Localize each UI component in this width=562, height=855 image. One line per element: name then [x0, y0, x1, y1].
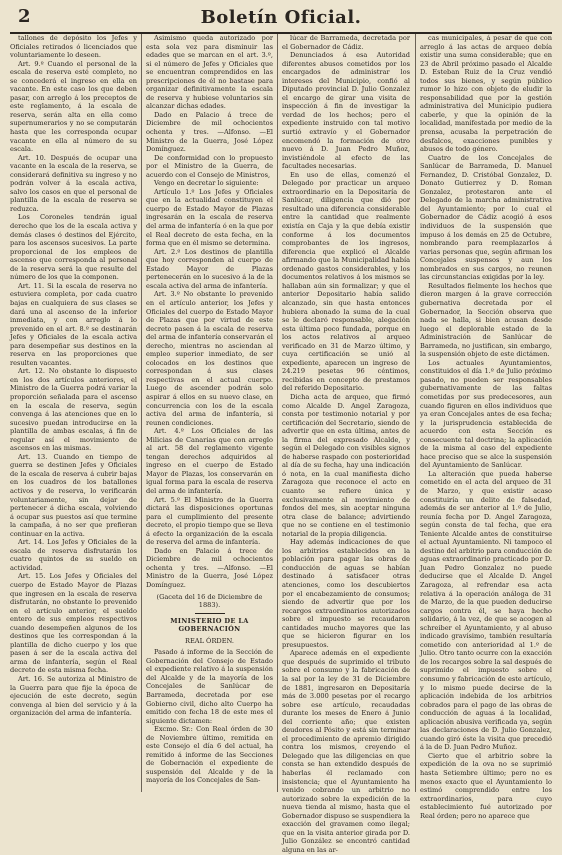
paragraph: Art. 16. Se autoriza al Ministro de la Guerra para que fije la época de ejecución de este decreto, según convenga al bien del servicio y á la organización del arma de infantería.	[10, 675, 137, 718]
column-2	[146, 34, 273, 792]
paragraph: Cuatro de los Concejales de Sanlúcar de Barrameda, D. Manuel Fernandez, D. Cristóbal Gonzalez, D. Donato Gutierrez y D. Roman Gonzalez, protestaron ante el Delegado de la marcha administrativa del Ayuntamiento; por lo cual el Gobernador de Cádiz acogió á esos individuos de la suspensión que impuso á los demás en 25 de Octubre, nombrando para reemplazarlos á varias personas que, según afirman los Concejales suspensos y aun los nombrados en sus cargos, no reunen las circunstancias exigidas por la ley.	[420, 153, 552, 282]
column-divider	[415, 34, 416, 792]
royal-order-heading: REAL ÓRDEN.	[185, 636, 234, 645]
paragraph: Art. 2.º Los destinos de plantilla que hoy corresponden al cuerpo de Estado Mayor de Plazas pertenecerán en lo sucesivo á la de la escala activa del arma de infantería.	[146, 247, 273, 290]
paragraph: Art. 14. Los Jefes y Oficiales de la escala de reserva disfrutarán los cuatro quintos de su sueldo en actividad.	[10, 538, 137, 572]
paragraph: Artículo 1.º Los Jefes y Oficiales que en la actualidad constituyen el cuerpo de Estado Mayor de Plazas ingresarán en la escala de reserva del arma de infantería ó en la que por el Real decreto de esta fecha, en la forma que en él mismo se determina.	[146, 187, 273, 248]
page-title: Boletín Oficial.	[200, 7, 362, 28]
paragraph: tallones de depósito los Jefes y Oficiales retirados ó licenciados que voluntariamente lo deseen.	[10, 34, 137, 60]
paragraph: Art. 11. Si la escala de reserva no estuviera completa, por cada cuatro bajas en cualquiera de sus clases se dará una al ascenso de la inferior inmediata, y con arreglo á lo prevenido en el art. 8.º se destinarán Jefes y Oficiales de la escala activa para desempeñar sus destinos en la reserva en las proporciones que resulten vacantes.	[10, 281, 137, 367]
column-4	[420, 34, 552, 820]
paragraph: Pasado á informe de la Sección de Gobernación del Consejo de Estado el expediente relativo á la suspensión del Alcalde y de la mayoría de los Concejales de Sanlúcar de Barrameda, decretada por ese Gobierno civil, dicho alto Cuerpo ha emitido con fecha 18 de este mes el siguiente dictamen:	[146, 648, 273, 725]
paragraph: Art. 15. Los Jefes y Oficiales del cuerpo de Estado Mayor de Plazas que ingresen en la escala de reserva disfrutarán, no obstante lo prevenido en el artículo anterior, el sueldo entero de sus empleos respectivos cuando desempeñen algunos de los destinos que les correspondan á la plantilla de dicho cuerpo y los que pasen á ser de la escala activa del arma de infantería, según el Real decreto de esta misma fecha.	[10, 572, 137, 675]
paragraph: Art. 5.º El Ministro de la Guerra dictará las disposiciones oportunas para el cumplimiento del presente decreto, el propio tiempo que se lleva á efecto la organización de la escala de reserva del arma de infantería.	[146, 495, 273, 547]
ministry-heading: MINISTERIO DE LA GOBERNACIÓN	[170, 616, 249, 634]
signature-paragraph: Dado en Palacio á trece de Diciembre de mil ochocientos ochenta y tres. —Alfonso. —El Ministro de la Guerra, José López Domínguez.	[146, 110, 273, 154]
paragraph: Asimismo queda autorizado por esta sola vez para disminuir las edades que se marcan en el art. 3.º, si el número de Jefes y Oficiales que se encuentran comprendidos en las prescripciones de él no bastase para organizar definitivamente la escala de reserva y hubiese voluntarios sin alcanzar dichas edades.	[146, 34, 273, 111]
paragraph: En uso de ellas, comenzó el Delegado por practicar un arqueo extraordinario en la Depositaría de Sanlúcar, diligencia que dió por resultado una diferencia considerable entre la cantidad que realmente existía en Caja y la que debía existir conforme á los documentos comprobantes de los ingresos, diferencia que explicó el Alcalde afirmando que la Municipalidad había ordenado gastos considerables, y los documentos relativos á los mismos se hallaban aún sin formalizar; y que el anterior Depositario había salido alcanzado, sin que hasta entonces hubiera abonado la suma de la cual se le declaró responsable, alegación esta última poco fundada, porque en los actos relativos al arqueo verificado en 31 de Marzo último, y cuya certificación se unió al expediente, aparecen un ingreso de 24.219 pesetas 96 céntimos, recibidas en concepto de prestamos del referido Depositario.	[282, 170, 410, 393]
paragraph: Art. 10. Después de ocupar una vacante en la escala de la reserva, se considerará definitiva su ingreso y no podrán volver á la escala activa, salvo los casos en que el personal de plantilla de la escala de reserva se reduzca.	[10, 153, 137, 213]
section-divider	[195, 613, 225, 614]
paragraph: Resultados fielmente los hechos que dieron margen á la grave corrección gubernativa decretada por el Gobernador, la Sección observa que nada se halla, si bien acusan desde luego el deplorable estado de la Administración de Sanlúcar de Barrameda, no justifican, sin embargo, la suspensión objeto de este dictámen.	[420, 281, 552, 359]
paragraph: Hay además indicaciones de que los arbitrios establecidos en la población para pagar las obras de conducción de aguas se habían destinado á satisfacer otras atenciones, como los descubiertos por el encabezamiento de consumos; siendo de advertir que por los recargos extraordinarios autorizados sobre el impuesto se recaudaron cantidades mucho mayores que las que se hicieron figurar en los presupuestos.	[282, 538, 410, 649]
paragraph: Art. 4.º Los Oficiales de las Milicias de Canarias que con arreglo al art. 58 del reglamento vigente tengan derechos adquiridos al ingreso en el cuerpo de Estado Mayor de Plazas, los conservarán en igual forma para la escala de reserva del arma de infantería.	[146, 427, 273, 495]
paragraph: Denunciados á esa Autoridad diferentes abusos cometidos por los encargados de administrar los intereses del Municipio, confió al Diputado provincial D. Julio Gonzalez el encargo de girar una visita de inspección á fin de investigar la verdad de los hechos; pero el expediente instruido con tal motivo surtió extravío y el Gobernador encomendó la formación de otro nuevo á D. Juan Pedro Muñoz, invistiéndole al efecto de las facultades necesarias.	[282, 51, 410, 171]
gazette-citation: (Gaceta del 16 de Diciembre de 1883).	[156, 592, 263, 610]
column-3	[282, 34, 410, 854]
column-divider	[277, 34, 278, 792]
paragraph: Los actuales Ayuntamientos, constituidos el día 1.º de Julio próximo pasado, no pueden ser responsables gubernativamente de las faltas cometidas por sus predecesores, aun cuando figuren en ellos individuos que ya eran Concejales antes de esa fecha; y la jurisprudencia establecida de acuerdo con esta Sección es consecuente tal doctrina; la aplicación de la misma al caso del expediente hace preciso que se alce la suspensión del Ayuntamiento de Sanlúcar.	[420, 358, 552, 470]
paragraph: cas municipales, á pesar de que con arreglo á las actas de arqueo debía existir una suma considerable; que en 23 de Abril próximo pasado el Alcalde D. Esteban Ruiz de la Cruz vendió todos sus bienes, y según público rumor lo hizo con objeto de eludir la responsabilidad que por la gestión administrativa del Municipio pudiera caberle, y que la opinión de la localidad, manifestada por medio de la prensa, acusaba la perpetración de desfalcos, exacciones punibles y abusos de todo género.	[420, 34, 552, 154]
article-columns	[10, 34, 552, 854]
paragraph: Los Coroneles tendrán igual derecho que los de la escala activa y demás clases ó destinos del Ejército, para los ascensos sucesivos. La parte proporcional de los empleos de ascenso que corresponda al personal de la reserva será la que resulte del número de los que la componen.	[10, 213, 137, 282]
column-1	[10, 34, 137, 792]
paragraph: Art. 12. No obstante lo dispuesto en los dos artículos anteriores, el Ministro de la Guerra podrá variar la proporción señalada para el ascenso en la escala de reserva, según convenga á las atenciones que en lo sucesivo puedan introducirse en la plantilla de ambas escalas, á fin de regular así el movimiento de ascensos en las mismas.	[10, 367, 137, 453]
column-divider	[141, 34, 142, 792]
paragraph: Excmo. Sr.: Con Real órden de 30 de Noviembre último, remitida en este Consejo el día 6 del actual, ha remitido á informe de las Secciones de Gobernación el expediente de suspensión del Alcalde y de la mayoría de los Concejales de San-	[146, 725, 273, 785]
paragraph: Art. 9.º Cuando el personal de la escala de reserva esté completo, no se concederá el ingreso en ella en vacante. En este caso los que deben pasar, con arreglo á los preceptos de este reglamento, á la escala de reserva, serán alta en ella como supernumerarios y no se computarán hasta que les corresponda ocupar vacante en ella al número de su escala.	[10, 59, 137, 154]
paragraph: Dicha acta de arqueo, que firmó como Alcalde D. Angel Zaragoza, consta por testimonio notarial y por certificación del Secretario, siendo de advertir que en esta última, antes de la firma del expresado Alcalde, y según el Delegado con visibles signos de haberse raspado con posterioridad al día de su fecha, hay una indicación ó nota, en la cual manifiesta dicho Zaragoza que reconoce el acto en cuanto se refiere única y exclusivamente al movimiento de fondos del mes, sin aceptar ninguna otra clase de balance; advirtiendo que no se contiene en el testimonio notarial de la propia diligencia.	[282, 392, 410, 538]
paragraph: Art. 13. Cuando en tiempo de guerra se destinen Jefes y Oficiales de la escala de reserva á cubrir bajas en los cuadros de los batallones activos y de reserva, lo verificarán voluntariamente, sin dejar de pertenecer á dicha escala, volviendo á ocupar sus puestos así que termine la campaña, á no ser que prefieran continuar en la activa.	[10, 452, 137, 538]
page-header	[10, 6, 552, 34]
page-number: 2	[18, 6, 31, 27]
paragraph: Cierto que el arbitrio sobre la expedición de la ova no se suprimió hasta Setiembre último; pero no es menos exacto que el Ayuntamiento lo estimó comprendido entre los extraordinarios, para cuyo establecimiento fué autorizado por Real órden; pero no aparece que	[420, 751, 552, 820]
paragraph: lúcar de Barrameda, decretada por el Gobernador de Cádiz.	[282, 34, 410, 51]
signature-paragraph: Dado en Palacio á trece de Diciembre de mil ochocientos ochenta y tres. —Alfonso. —El Ministro de la Guerra, José López Domínguez.	[146, 546, 273, 589]
paragraph: Vengo en decretar lo siguiente:	[154, 179, 259, 188]
paragraph: De conformidad con lo propuesto por el Ministro de la Guerra, de acuerdo con el Consejo de Ministros,	[146, 153, 273, 179]
paragraph: Art. 3.º No obstante lo prevenido en el artículo anterior, los Jefes y Oficiales del cuerpo de Estado Mayor de Plazas que por virtud de este decreto pasen á la escala de reserva del arma de infantería conservarán el derecho, mientras no asciendan al empleo superior inmediato, de ser colocados en los destinos que correspondan á sus clases respectivas en el actual cuerpo. Luego de ascender podrán solo aspirar á ellos en su nuevo clase, en concurrencia con los de la escala activa del arma de infantería, si reunen condiciones.	[146, 290, 273, 427]
paragraph: Aparece además en el expediente que después de suprimido el tributo sobre el consumo y la fabricación de la sal por la ley de 31 de Diciembre de 1881, ingresaron en Depositaría más de 3.000 pesetas por el recargo sobre ese artículo, recaudadas durante los meses de Enero á Junio del corriente año; que existen deudores al Pósito y está sin terminar el procedimiento de apremio dirigido contra los mismos, creyendo el Delegado que las diligencias en que consta se han extendido después de haberlas él reclamado con insistencia; que el Ayuntamiento ha venido cobrando un arbitrio no autorizado sobre la expedición de la nueva tienda al mismo, hasta que el Gobernador dispuso se suspendiera la exacción del gravamen como ilegal; que en la visita anterior girada por D. Julio González se encontró cantidad alguna en las ar-	[282, 649, 410, 854]
paragraph: La alteración que pueda haberse cometido en el acta del arqueo de 31 de Marzo, y que existir acaso constituiría un delito de falsedad, además de ser anterior al 1.º de Julio, reunía fecha por D. Angel Zaragoza, según consta de tal fecha, que era Teniente Alcalde antes de constituirse el actual Ayuntamiento. Ni tampoco el destino del arbitrio para conducción de aguas extraordinario practicado por D. Juan Pedro Gonzalez no puede deducirse que el Alcalde D. Angel Zaragoza, al refrendar esa acta relativa á la operación análoga de 31 de Marzo, de la que pueden deducirse cargos contra él, se haya hecho solidario, á la vez, de que se acogen al schreiber el Ayuntamiento, y al abuso indicado gravísimo, también resultaría cometido con anterioridad al 1.º de Julio. Otro tanto ocurre con la exacción de los recargos sobre la sal después de suprimido el impuesto sobre el consumo y fabricación de este artículo, y lo mismo puede decirse de la aplicación indebida de los arbitrios cobrados para el pago de las obras de conducción de aguas á la localidad, aplicación abusiva verificada ya, según las declaraciones de D. Julio Gonzalez, cuando giró éste la visita que precedió á la de D. Juan Pedro Muñoz.	[420, 469, 552, 752]
